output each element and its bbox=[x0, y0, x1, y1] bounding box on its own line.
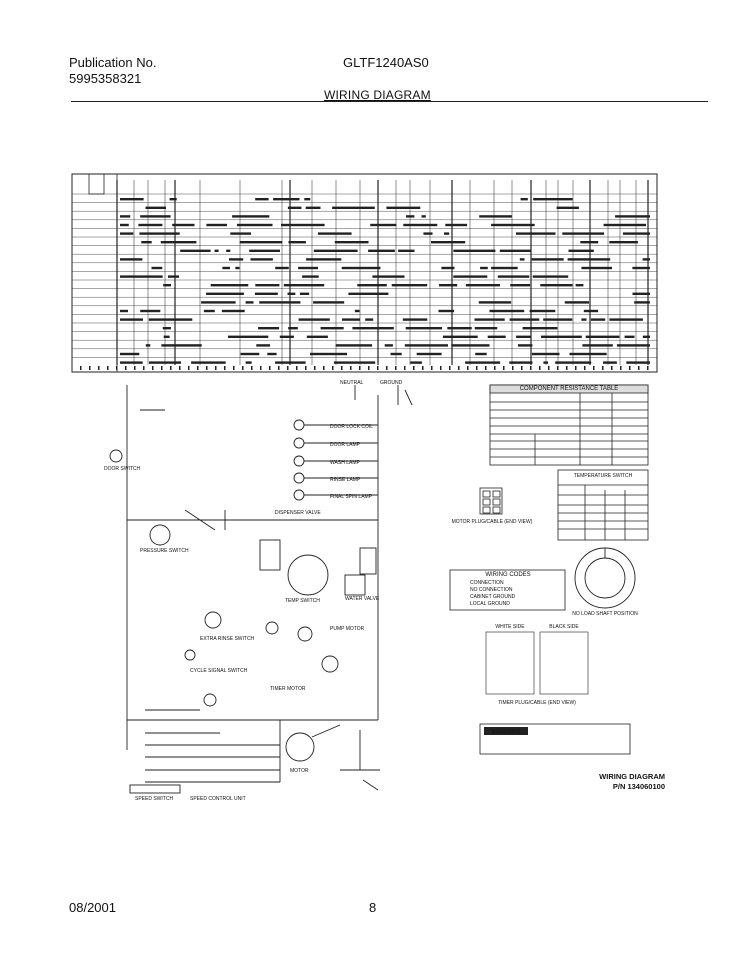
footer-page-number: 8 bbox=[369, 900, 377, 915]
no-load-shaft-dial bbox=[575, 548, 635, 608]
temp-switch-label: TEMP SWITCH bbox=[285, 598, 320, 604]
wiring-code-2: NO CONNECTION bbox=[470, 587, 513, 593]
pressure-switch-label: PRESSURE SWITCH bbox=[140, 548, 189, 554]
extra-rinse-label: EXTRA RINSE SWITCH bbox=[200, 636, 255, 642]
warning-box bbox=[480, 724, 630, 754]
pump-motor-label: PUMP MOTOR bbox=[330, 626, 365, 632]
wiring-code-3: CABINET GROUND bbox=[470, 594, 516, 600]
motor-plug-end-view bbox=[480, 488, 502, 514]
motor-plug-label: MOTOR PLUG/CABLE (END VIEW) bbox=[451, 519, 533, 525]
timer-sequence-chart bbox=[72, 174, 657, 372]
door-switch-label: DOOR SWITCH bbox=[104, 466, 141, 472]
resistance-table-title: COMPONENT RESISTANCE TABLE bbox=[519, 386, 619, 392]
neutral-label: NEUTRAL bbox=[340, 380, 364, 386]
publication-label: Publication No. bbox=[69, 55, 157, 70]
door-lock-label: DOOR LOCK COIL bbox=[330, 424, 374, 430]
wiring-codes-title: WIRING CODES bbox=[485, 572, 531, 578]
wiring-code-4: LOCAL GROUND bbox=[470, 601, 510, 607]
part-number-label: P/N 134060100 bbox=[612, 782, 665, 791]
ground-label: GROUND bbox=[380, 380, 403, 386]
timer-plug-label: TIMER PLUG/CABLE (END VIEW) bbox=[498, 700, 576, 706]
temperature-switch-table bbox=[558, 470, 648, 540]
timer-plug-end-view bbox=[486, 632, 588, 694]
black-side-label: BLACK SIDE bbox=[549, 624, 579, 630]
timer-motor-label: TIMER MOTOR bbox=[270, 686, 306, 692]
white-side-label: WHITE SIDE bbox=[495, 624, 525, 630]
water-valve-label: WATER VALVE bbox=[345, 596, 380, 602]
rinse-lamp-label: RINSE LAMP bbox=[330, 477, 361, 483]
spin-lamp-label: FINAL SPIN LAMP bbox=[330, 494, 373, 500]
temperature-switch-title: TEMPERATURE SWITCH bbox=[573, 473, 633, 479]
diagram-labels bbox=[104, 380, 665, 802]
speed-control-label: SPEED CONTROL UNIT bbox=[190, 796, 246, 802]
no-load-label: NO LOAD SHAFT POSITION bbox=[572, 611, 638, 617]
schematic bbox=[110, 385, 412, 793]
wash-lamp-label: WASH LAMP bbox=[330, 460, 360, 466]
diagram-footer-label: WIRING DIAGRAM bbox=[599, 772, 665, 781]
footer-date: 08/2001 bbox=[69, 900, 116, 915]
wiring-code-1: CONNECTION bbox=[470, 580, 504, 586]
door-lamp-label: DOOR LAMP bbox=[330, 442, 361, 448]
page-title: WIRING DIAGRAM bbox=[324, 88, 431, 102]
model-number: GLTF1240AS0 bbox=[343, 55, 429, 70]
cycle-signal-label: CYCLE SIGNAL SWITCH bbox=[190, 668, 248, 674]
motor-label: MOTOR bbox=[290, 768, 309, 774]
warning-badge: WARNING bbox=[491, 730, 521, 736]
publication-number: 5995358321 bbox=[69, 71, 142, 86]
dispenser-valve-label: DISPENSER VALVE bbox=[275, 510, 321, 516]
resistance-table bbox=[490, 385, 648, 465]
speed-switch-label: SPEED SWITCH bbox=[135, 796, 174, 802]
